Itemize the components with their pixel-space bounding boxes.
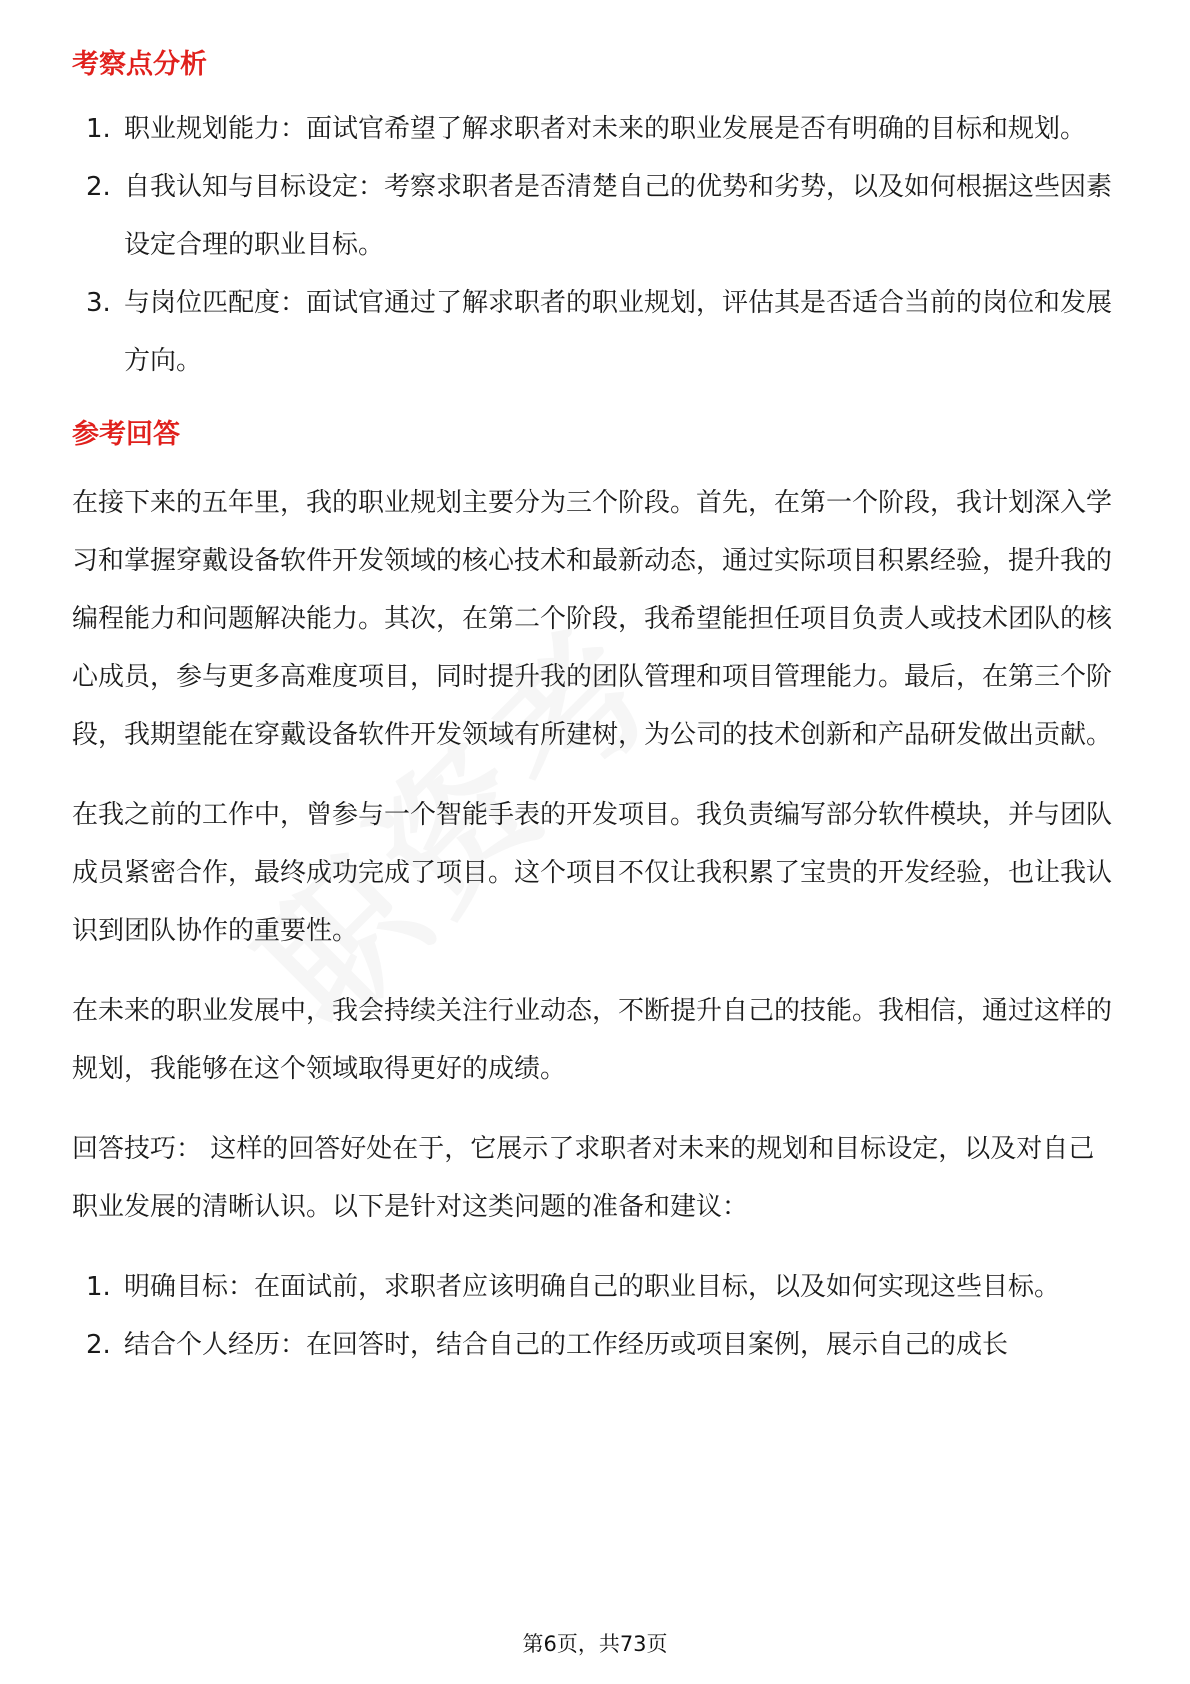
list-item [72,158,1120,274]
list-item-number: 1. [86,114,111,144]
list-item [72,1258,1120,1316]
list-item-number: 2. [86,1330,111,1360]
tips-list [72,1258,1120,1374]
answer-paragraph: 在接下来的五年里，我的职业规划主要分为三个阶段。首先，在第一个阶段，我计划深入学习和掌握穿戴设备软件开发领域的核心技术和最新动态，通过实际项目积累经验，提升我的编程能力和问题解决能力。其次，在第二个阶段，我希望能担任项目负责人或技术团队的核心成员，参与更多高难度项目，同时提升我的团队管理和项目管理能力。最后，在第三个阶段，我期望能在穿戴设备软件开发领域有所建树，为公司的技术创新和产品研发做出贡献。 [72,488,1113,750]
list-item-number: 3. [86,288,111,318]
list-item [72,100,1120,158]
list-item [72,1316,1120,1374]
page-content [72,46,1120,1374]
list-item-text: 结合个人经历：在回答时，结合自己的工作经历或项目案例，展示自己的成长 [124,1330,1009,1360]
list-item [72,274,1120,390]
section-heading-answer: 参考回答 [72,419,180,450]
list-item-text: 与岗位匹配度：面试官通过了解求职者的职业规划，评估其是否适合当前的岗位和发展方向。 [124,288,1113,376]
section-heading-analysis: 考察点分析 [72,49,207,80]
list-item-text: 自我认知与目标设定：考察求职者是否清楚自己的优势和劣势，以及如何根据这些因素设定合理的职业目标。 [124,172,1113,260]
analysis-list [72,100,1120,390]
answer-tips-intro: 回答技巧： 这样的回答好处在于，它展示了求职者对未来的规划和目标设定，以及对自己职业发展的清晰认识。以下是针对这类问题的准备和建议： [72,1134,1095,1222]
answer-paragraph: 在我之前的工作中，曾参与一个智能手表的开发项目。我负责编写部分软件模块，并与团队成员紧密合作，最终成功完成了项目。这个项目不仅让我积累了宝贵的开发经验，也让我认识到团队协作的重要性。 [72,800,1113,946]
list-item-number: 1. [86,1272,111,1302]
list-item-text: 职业规划能力：面试官希望了解求职者对未来的职业发展是否有明确的目标和规划。 [124,114,1087,144]
list-item-number: 2. [86,172,111,202]
list-item-text: 明确目标：在面试前，求职者应该明确自己的职业目标，以及如何实现这些目标。 [124,1272,1061,1302]
page-number: 第6页，共73页 [522,1632,668,1656]
answer-paragraph: 在未来的职业发展中，我会持续关注行业动态，不断提升自己的技能。我相信，通过这样的规划，我能够在这个领域取得更好的成绩。 [72,996,1113,1084]
